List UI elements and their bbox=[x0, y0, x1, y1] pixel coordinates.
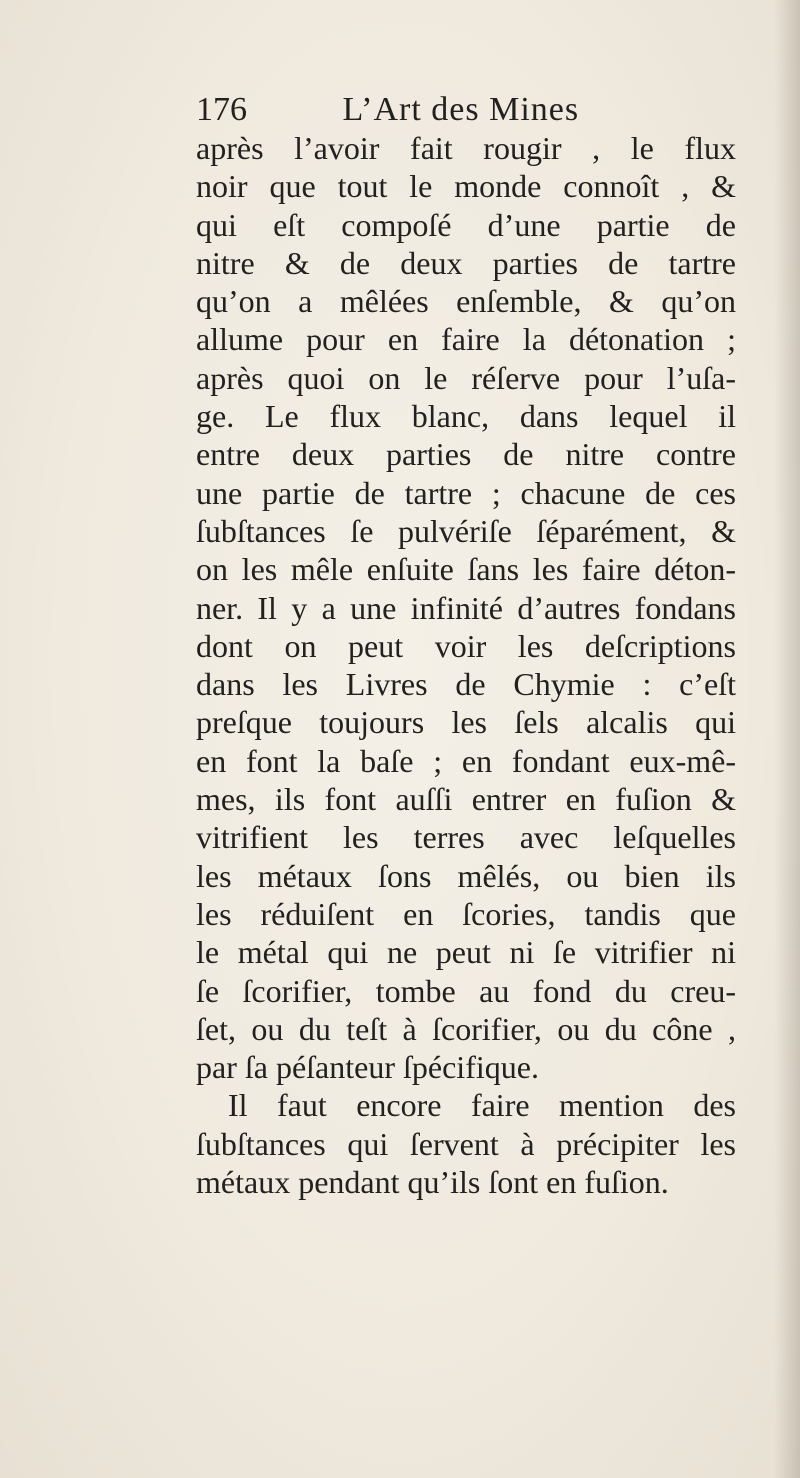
paragraph-end-line: métaux pendant qu’ils ſont en fuſion. bbox=[196, 1164, 669, 1201]
paragraph-end-line: par ſa péſanteur ſpécifique. bbox=[196, 1049, 539, 1086]
text-line: ge. Le flux blanc, dans lequel il bbox=[196, 398, 736, 435]
text-line: mes, ils font auſſi entrer en fuſion & bbox=[196, 781, 736, 818]
text-line: les réduiſent en ſcories, tandis que bbox=[196, 895, 736, 932]
body-text bbox=[196, 129, 736, 1201]
text-line: après l’avoir fait rougir , le flux bbox=[196, 130, 736, 166]
text-line: qu’on a mêlées enſemble, & qu’on bbox=[196, 283, 736, 320]
text-line: vitrifient les terres avec leſquelles bbox=[196, 819, 736, 856]
page-edge-shadow bbox=[774, 0, 800, 1478]
text-line: allume pour en faire la détonation ; bbox=[196, 321, 736, 358]
text-line: les métaux ſons mêlés, ou bien ils bbox=[196, 857, 736, 894]
text-line: entre deux parties de nitre contre bbox=[196, 436, 736, 473]
text-line: ner. Il y a une infinité d’autres fondans bbox=[196, 589, 736, 626]
text-line: le métal qui ne peut ni ſe vitrifier ni bbox=[196, 934, 736, 971]
text-line: noir que tout le monde connoît , & bbox=[196, 168, 736, 205]
running-header bbox=[196, 88, 579, 132]
text-line: ſubſtances ſe pulvériſe ſéparément, & bbox=[196, 512, 736, 549]
text-line: dans les Livres de Chymie : c’eſt bbox=[196, 666, 736, 703]
text-line: preſque toujours les ſels alcalis qui bbox=[196, 704, 736, 741]
paragraph-start-line: Il faut encore faire mention des bbox=[228, 1087, 736, 1124]
text-line: ſe ſcorifier, tombe au fond du creu- bbox=[196, 972, 736, 1009]
text-line: ſet, ou du teſt à ſcorifier, ou du cône , bbox=[196, 1010, 736, 1047]
text-line: en font la baſe ; en fondant eux-mê- bbox=[196, 742, 736, 779]
text-line: après quoi on le réſerve pour l’uſa- bbox=[196, 359, 736, 396]
text-line: nitre & de deux parties de tartre bbox=[196, 244, 736, 281]
running-title: L’Art des Mines bbox=[342, 91, 580, 128]
text-line: qui eſt compoſé d’une partie de bbox=[196, 206, 736, 243]
text-line: ſubſtances qui ſervent à précipiter les bbox=[196, 1125, 736, 1162]
text-line: une partie de tartre ; chacune de ces bbox=[196, 474, 736, 511]
text-line: dont on peut voir les deſcriptions bbox=[196, 627, 736, 664]
page-number: 176 bbox=[196, 91, 247, 128]
text-line: on les mêle enſuite ſans les faire déton- bbox=[196, 551, 736, 588]
